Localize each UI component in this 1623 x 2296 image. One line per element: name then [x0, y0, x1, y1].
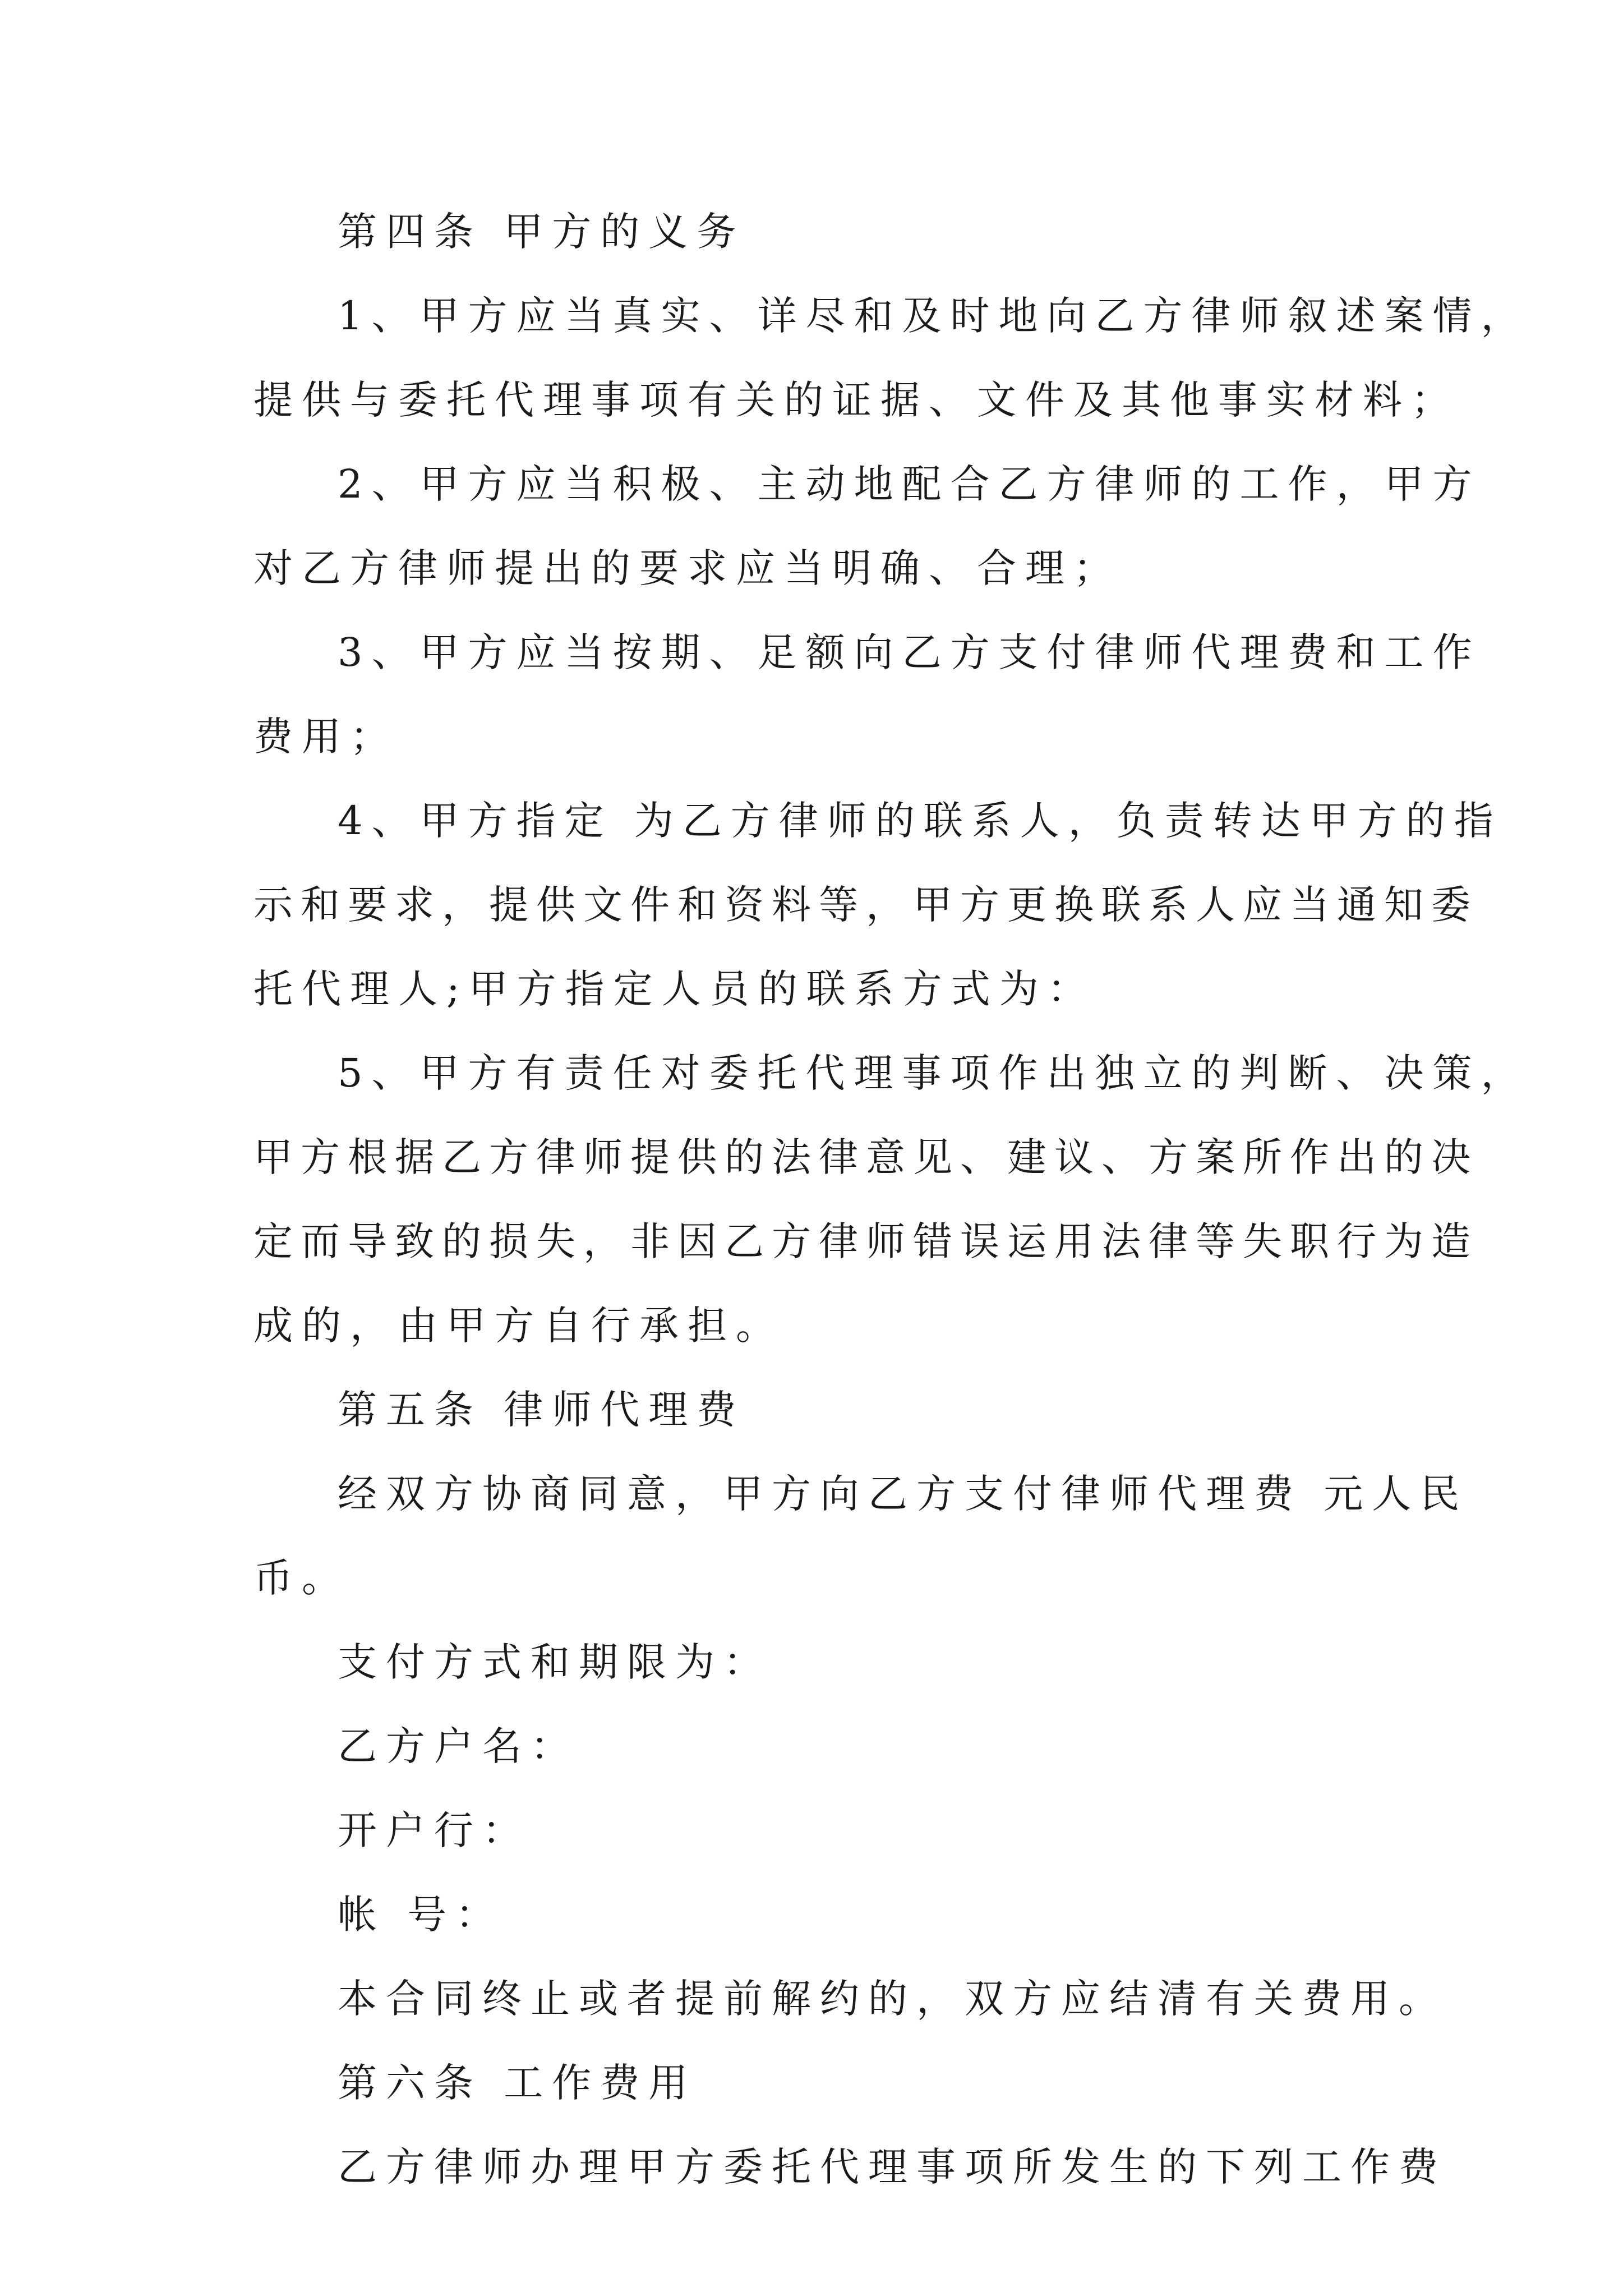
paragraph-line: 托代理人;甲方指定人员的联系方式为： [253, 966, 1096, 1012]
paragraph-line: 经双方协商同意，甲方向乙方支付律师代理费 元人民 [338, 1471, 1469, 1517]
paragraph-line: 乙方律师办理甲方委托代理事项所发生的下列工作费 [338, 2144, 1447, 2190]
paragraph-line: 币。 [253, 1555, 350, 1601]
account-number-label: 帐 号： [338, 1892, 504, 1938]
paragraph-line: 成的，由甲方自行承担。 [253, 1303, 784, 1349]
paragraph-line: 定而导致的损失，非因乙方律师错误运用法律等失职行为造 [253, 1218, 1478, 1264]
bank-label: 开户行： [338, 1807, 531, 1853]
paragraph-line: 甲方根据乙方律师提供的法律意见、建议、方案所作出的决 [253, 1134, 1478, 1180]
paragraph-line: 示和要求，提供文件和资料等，甲方更换联系人应当通知委 [253, 882, 1478, 928]
paragraph-line: 1、甲方应当真实、详尽和及时地向乙方律师叙述案情， [338, 293, 1529, 339]
paragraph-line: 2、甲方应当积极、主动地配合乙方律师的工作，甲方 [338, 461, 1481, 507]
article-6-heading: 第六条 工作费用 [338, 2060, 697, 2106]
paragraph-line: 提供与委托代理事项有关的证据、文件及其他事实材料； [253, 377, 1459, 423]
payment-method-label: 支付方式和期限为： [338, 1639, 772, 1685]
account-name-label: 乙方户名： [338, 1723, 579, 1769]
article-5-heading: 第五条 律师代理费 [338, 1387, 745, 1433]
paragraph-line: 对乙方律师提出的要求应当明确、合理； [253, 545, 1122, 591]
paragraph-line: 4、甲方指定 为乙方律师的联系人，负责转达甲方的指 [338, 798, 1502, 844]
paragraph-line: 3、甲方应当按期、足额向乙方支付律师代理费和工作 [338, 629, 1481, 675]
paragraph-line: 本合同终止或者提前解约的，双方应结清有关费用。 [338, 1976, 1447, 2022]
article-4-heading: 第四条 甲方的义务 [338, 209, 745, 255]
paragraph-line: 费用； [253, 714, 398, 760]
paragraph-line: 5、甲方有责任对委托代理事项作出独立的判断、决策， [338, 1050, 1529, 1096]
